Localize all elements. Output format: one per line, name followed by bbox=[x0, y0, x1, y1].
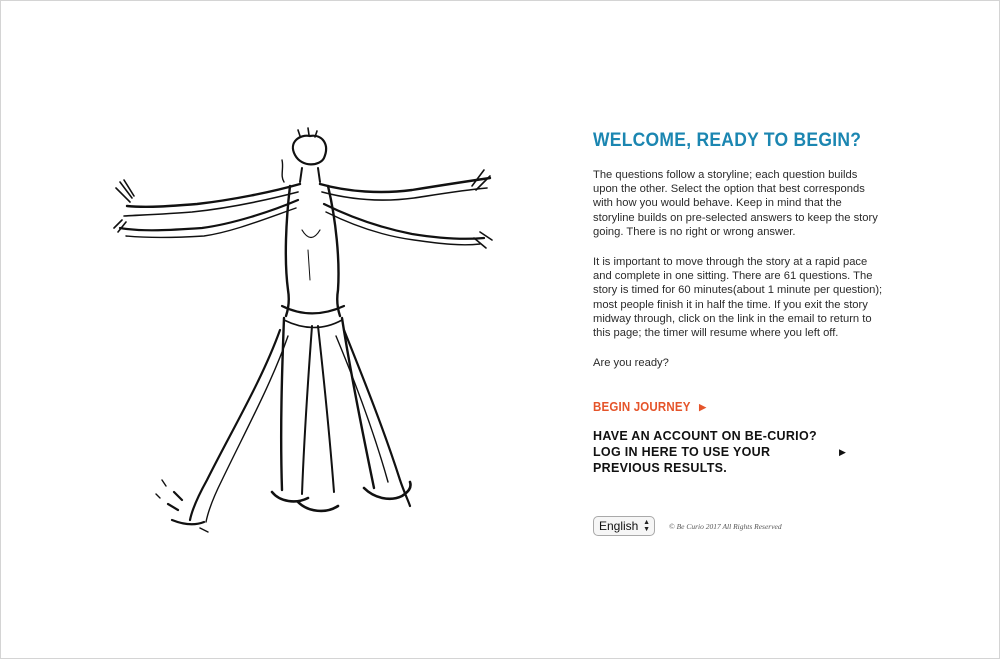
intro-paragraph-timing: It is important to move through the story at a rapid pace and complete in one sitting. There are 61 questions. The story is timed for 60 minutes(about 1 minute per question); most people finish it in half the time. If you exit the story midway through, click on the link in the email to return to this page; the timer will resume where you left off. bbox=[593, 256, 883, 340]
begin-journey-label: BEGIN JOURNEY bbox=[593, 400, 691, 415]
page-title: WELCOME, READY TO BEGIN? bbox=[593, 130, 862, 151]
begin-journey-button[interactable] bbox=[593, 400, 883, 414]
login-link[interactable] bbox=[593, 428, 883, 476]
intro-paragraph-ready: Are you ready? bbox=[593, 357, 669, 370]
intro-paragraph-storyline: The questions follow a storyline; each question builds upon the other. Select the option that best corresponds with how you would behave. Keep in mind that the storyline builds on pre-selected answers to keep the story going. There is no right or wrong answer. bbox=[593, 169, 878, 238]
language-select[interactable] bbox=[593, 516, 655, 536]
language-select-value: English bbox=[599, 519, 639, 534]
triangle-right-icon: ▶ bbox=[839, 446, 846, 457]
select-arrows-icon: ▲ ▼ bbox=[643, 519, 650, 534]
login-link-label: HAVE AN ACCOUNT ON BE-CURIO? LOG IN HERE TO USE YOUR PREVIOUS RESULTS. bbox=[593, 429, 817, 476]
vitruvian-figure-sketch bbox=[112, 120, 512, 540]
footer bbox=[593, 516, 883, 536]
copyright-text: © Be Curio 2017 All Rights Reserved bbox=[669, 521, 782, 531]
triangle-right-icon: ▶ bbox=[699, 401, 707, 412]
intro-panel bbox=[593, 130, 883, 536]
